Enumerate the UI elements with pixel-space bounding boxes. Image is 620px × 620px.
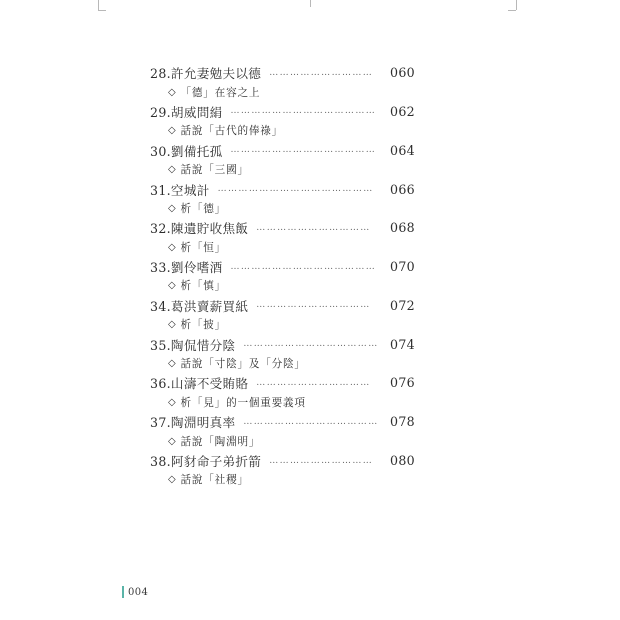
table-of-contents xyxy=(150,63,415,490)
toc-entry-leader: ………………………… xyxy=(269,455,374,466)
toc-subentry-text: 話說「社稷」 xyxy=(180,474,249,487)
toc-subentry xyxy=(150,160,415,179)
page-footer xyxy=(122,586,148,598)
toc-subentry xyxy=(150,431,415,450)
toc-subentry xyxy=(150,82,415,101)
crop-mark-top-left-h xyxy=(98,10,106,11)
toc-subentry-text: 析「見」的一個重要義項 xyxy=(180,396,306,409)
toc-entry xyxy=(150,141,415,160)
diamond-bullet-icon: ◇ xyxy=(168,280,177,292)
toc-subentry-text: 析「披」 xyxy=(180,319,227,332)
toc-entry-title: 31.空城計 xyxy=(150,182,210,198)
toc-entry xyxy=(150,373,415,392)
toc-entry-page-number: 080 xyxy=(390,453,415,468)
toc-entry-title: 29.胡威問絹 xyxy=(150,104,223,120)
toc-entry xyxy=(150,102,415,121)
toc-subentry xyxy=(150,315,415,334)
crop-mark-top-right-h xyxy=(508,10,516,11)
diamond-bullet-icon: ◇ xyxy=(168,241,177,253)
toc-entry xyxy=(150,218,415,237)
toc-subentry xyxy=(150,393,415,412)
toc-entry-leader: …………………………… xyxy=(256,300,371,311)
toc-entry-page-number: 072 xyxy=(390,297,415,313)
toc-entry xyxy=(150,179,415,198)
toc-entry-page-number: 078 xyxy=(390,414,415,430)
toc-subentry-text: 話說「寸陰」及「分陰」 xyxy=(180,358,306,371)
crop-mark-top-left xyxy=(98,0,99,10)
toc-entry-title: 34.葛洪賣薪買紙 xyxy=(150,298,249,314)
toc-entry-leader: ………………………… xyxy=(269,67,374,78)
toc-entry-leader: ……………………………………… xyxy=(217,184,374,195)
toc-entry-page-number: 060 xyxy=(390,65,415,81)
crop-mark-top-right xyxy=(516,0,517,10)
toc-entry-leader: ………………………………… xyxy=(243,416,379,427)
toc-entry xyxy=(150,451,415,470)
toc-entry-title: 38.阿豺命子弟折箭 xyxy=(150,454,262,469)
toc-subentry-text: 析「慎」 xyxy=(180,280,227,293)
diamond-bullet-icon: ◇ xyxy=(168,202,177,214)
toc-entry-page-number: 066 xyxy=(390,181,415,197)
toc-entry xyxy=(150,412,415,431)
toc-entry-title: 36.山濤不受賄賂 xyxy=(150,376,249,392)
toc-subentry xyxy=(150,199,415,218)
crop-mark-top-center xyxy=(310,0,311,7)
toc-subentry-text: 析「德」 xyxy=(180,202,227,215)
toc-entry-leader: ………………………………… xyxy=(243,339,379,350)
toc-entry xyxy=(150,63,415,82)
toc-entry-title: 37.陶淵明真率 xyxy=(150,415,236,431)
toc-entry-leader: …………………………… xyxy=(256,377,371,388)
diamond-bullet-icon: ◇ xyxy=(168,358,177,370)
toc-entry-leader: …………………………………… xyxy=(230,145,377,156)
toc-entry-leader: …………………………… xyxy=(256,222,371,233)
diamond-bullet-icon: ◇ xyxy=(168,164,177,176)
toc-entry-page-number: 062 xyxy=(390,103,415,119)
diamond-bullet-icon: ◇ xyxy=(168,435,177,447)
toc-subentry-text: 話說「陶淵明」 xyxy=(180,435,261,448)
toc-entry-title: 32.陳遺貯收焦飯 xyxy=(150,221,249,237)
toc-entry xyxy=(150,334,415,353)
toc-subentry-text: 話說「古代的俸祿」 xyxy=(180,125,284,138)
toc-subentry xyxy=(150,238,415,257)
toc-subentry xyxy=(150,121,415,140)
toc-entry-leader: …………………………………… xyxy=(230,261,377,272)
footer-accent-bar xyxy=(122,586,124,598)
toc-entry-page-number: 064 xyxy=(390,142,415,158)
toc-entry xyxy=(150,296,415,315)
diamond-bullet-icon: ◇ xyxy=(168,125,177,137)
page-number: 004 xyxy=(128,586,149,598)
toc-entry-title: 33.劉伶嗜酒 xyxy=(150,260,223,276)
diamond-bullet-icon: ◇ xyxy=(168,86,177,98)
diamond-bullet-icon: ◇ xyxy=(168,319,177,331)
toc-entry-page-number: 076 xyxy=(390,375,415,391)
diamond-bullet-icon: ◇ xyxy=(168,474,177,486)
toc-subentry xyxy=(150,354,415,373)
diamond-bullet-icon: ◇ xyxy=(168,396,177,408)
toc-subentry-text: 話說「三國」 xyxy=(180,164,249,177)
toc-entry-page-number: 068 xyxy=(390,220,415,236)
toc-entry-title: 30.劉備托孤 xyxy=(150,143,223,159)
toc-subentry-text: 「德」在容之上 xyxy=(180,86,261,99)
toc-entry-title: 35.陶侃惜分陰 xyxy=(150,337,236,353)
toc-entry-leader: …………………………………… xyxy=(230,106,377,117)
toc-subentry xyxy=(150,276,415,295)
toc-entry xyxy=(150,257,415,276)
toc-subentry xyxy=(150,470,415,489)
toc-entry-page-number: 074 xyxy=(390,336,415,352)
toc-entry-page-number: 070 xyxy=(390,259,415,275)
toc-entry-title: 28.許允妻勉夫以德 xyxy=(150,66,262,82)
toc-subentry-text: 析「恒」 xyxy=(180,241,227,254)
